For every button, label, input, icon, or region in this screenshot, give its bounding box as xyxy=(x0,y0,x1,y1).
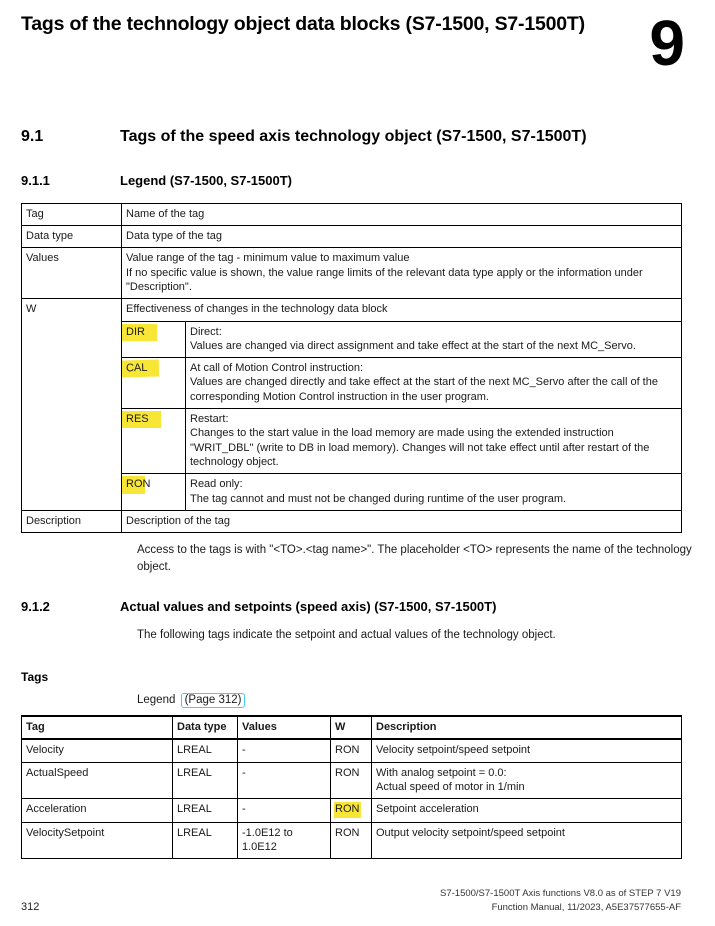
column-header-datatype: Data type xyxy=(173,716,238,739)
def-line: The tag cannot and must not be changed during runtime of the user program. xyxy=(190,492,567,505)
column-header-w: W xyxy=(331,716,372,739)
legend-def xyxy=(122,248,682,299)
def-line: Changes to the start value in the load memory are made using the extended instruction "WRIT_DBL" (write to DB in load memory). Changes will not take effect until after restart of the technology object. xyxy=(190,427,650,468)
def-line: Direct: xyxy=(190,325,222,338)
description-cell: Output velocity setpoint/speed setpoint xyxy=(372,822,682,859)
page-number: 312 xyxy=(21,901,40,913)
description-line: With analog setpoint = 0.0: xyxy=(376,766,507,779)
def-line: Values are changed directly and take effect at the start of the next MC_Servo after the call of the corresponding Motion Control instruction in the user program. xyxy=(190,376,658,403)
table-row xyxy=(22,203,682,225)
section-heading-9-1-2 xyxy=(21,599,715,614)
w-code-cell xyxy=(122,358,186,409)
values-cell: - xyxy=(238,799,331,822)
table-row xyxy=(22,510,682,532)
legend-def: Name of the tag xyxy=(122,203,682,225)
table-row xyxy=(22,822,682,859)
datatype-cell: LREAL xyxy=(173,762,238,799)
dir-code-highlight: DIR xyxy=(122,324,157,341)
table-row xyxy=(22,762,682,799)
table-header-row xyxy=(22,716,682,739)
legend-def-line: If no specific value is shown, the value range limits of the relevant data type apply or the information under "Description". xyxy=(126,266,643,293)
document-info-line: Function Manual, 11/2023, A5E37577655-AF xyxy=(491,902,681,914)
values-cell: - xyxy=(238,739,331,762)
ron-code-highlight: RON xyxy=(122,476,157,493)
legend-table xyxy=(21,203,682,533)
document-info-line: S7-1500/S7-1500T Axis functions V8.0 as of STEP 7 V19 xyxy=(440,887,681,899)
w-cell: RON xyxy=(331,739,372,762)
values-cell: - xyxy=(238,762,331,799)
tags-heading: Tags xyxy=(21,670,49,685)
table-row xyxy=(22,226,682,248)
legend-term: Description xyxy=(22,510,122,532)
ron-highlight: RON xyxy=(334,802,361,817)
legend-term: Data type xyxy=(22,226,122,248)
w-cell xyxy=(331,799,372,822)
legend-reference-label: Legend xyxy=(137,694,176,707)
res-code-highlight: RES xyxy=(122,411,161,428)
section-number: 9.1.2 xyxy=(21,599,50,615)
document-info xyxy=(440,887,681,916)
intro-note: The following tags indicate the setpoint and actual values of the technology object. xyxy=(137,629,556,642)
description-cell: Setpoint acceleration xyxy=(372,799,682,822)
w-code-def xyxy=(186,474,682,511)
datatype-cell: LREAL xyxy=(173,799,238,822)
def-line: Read only: xyxy=(190,478,243,491)
w-code-cell xyxy=(122,474,186,511)
datatype-cell: LREAL xyxy=(173,739,238,762)
description-cell: Velocity setpoint/speed setpoint xyxy=(372,739,682,762)
section-heading-9-1-1 xyxy=(21,173,715,188)
legend-def: Data type of the tag xyxy=(122,226,682,248)
section-number: 9.1.1 xyxy=(21,172,50,188)
description-line: Actual speed of motor in 1/min xyxy=(376,781,525,794)
chapter-number: 9 xyxy=(649,7,685,79)
tag-name-cell: Acceleration xyxy=(22,799,173,822)
legend-def: Description of the tag xyxy=(122,510,682,532)
table-row xyxy=(22,299,682,321)
section-title: Legend (S7-1500, S7-1500T) xyxy=(120,172,292,188)
access-note: Access to the tags is with "<TO>.<tag name>". The placeholder <TO> represents the name of the technology object. xyxy=(137,544,692,573)
section-title: Actual values and setpoints (speed axis) (S7-1500, S7-1500T) xyxy=(120,599,497,615)
w-code-def xyxy=(186,409,682,474)
page-312-link[interactable]: (Page 312) xyxy=(181,693,246,708)
w-cell: RON xyxy=(331,822,372,859)
description-cell xyxy=(372,762,682,799)
tag-name-cell: ActualSpeed xyxy=(22,762,173,799)
w-code-def xyxy=(186,358,682,409)
table-row xyxy=(22,248,682,299)
chapter-title: Tags of the technology object data blocks (S7-1500, S7-1500T) xyxy=(21,13,585,35)
legend-term: Tag xyxy=(22,203,122,225)
cal-code-highlight: CAL xyxy=(122,360,160,378)
table-row xyxy=(22,799,682,822)
tag-name-cell: VelocitySetpoint xyxy=(22,822,173,859)
column-header-values: Values xyxy=(238,716,331,739)
legend-def: Effectiveness of changes in the technology data block xyxy=(122,299,682,321)
w-code-def xyxy=(186,321,682,358)
def-line: Values are changed via direct assignment and take effect at the start of the next MC_Servo. xyxy=(190,339,636,352)
column-header-tag: Tag xyxy=(22,716,173,739)
chapter-header xyxy=(0,0,715,79)
legend-term: W xyxy=(22,299,122,511)
def-line: Restart: xyxy=(190,413,229,426)
section-heading-9-1 xyxy=(21,128,715,146)
legend-def-line: Value range of the tag - minimum value to maximum value xyxy=(126,252,410,265)
section-title: Tags of the speed axis technology object (S7-1500, S7-1500T) xyxy=(120,127,587,145)
section-number: 9.1 xyxy=(21,127,44,145)
table-row xyxy=(22,739,682,762)
values-cell: -1.0E12 to 1.0E12 xyxy=(238,822,331,859)
legend-reference xyxy=(137,693,715,708)
w-code-cell xyxy=(122,409,186,474)
tags-table xyxy=(21,715,682,859)
datatype-cell: LREAL xyxy=(173,822,238,859)
w-code-cell xyxy=(122,321,186,358)
column-header-description: Description xyxy=(372,716,682,739)
def-line: At call of Motion Control instruction: xyxy=(190,362,364,375)
tag-name-cell: Velocity xyxy=(22,739,173,762)
legend-term: Values xyxy=(22,248,122,299)
w-cell: RON xyxy=(331,762,372,799)
